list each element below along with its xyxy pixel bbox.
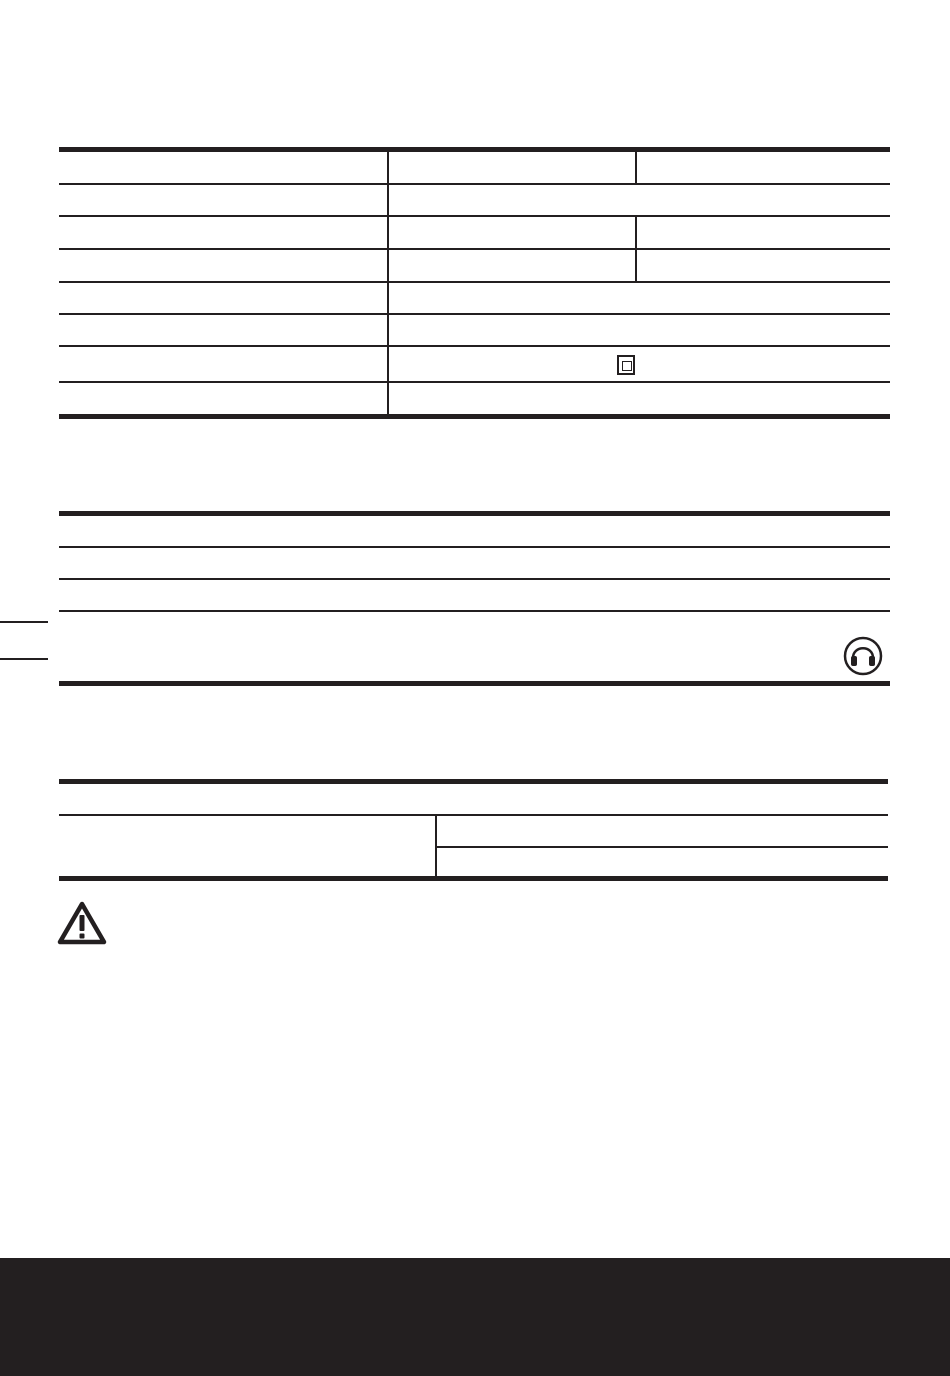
table1-row-divider <box>59 313 890 315</box>
table3-row-divider <box>59 814 888 816</box>
table1-value-divider <box>635 216 637 282</box>
table1-row-divider <box>59 345 890 347</box>
table1-top-rule <box>59 147 890 152</box>
table3-column-divider <box>435 815 437 879</box>
warning-icon <box>56 900 108 946</box>
table1-row-divider <box>59 281 890 283</box>
table2-row-divider <box>59 578 890 580</box>
margin-tab-mark <box>0 621 48 623</box>
footer-bar <box>0 1258 950 1376</box>
table3-bottom-rule <box>59 876 888 881</box>
table1-row-divider <box>59 183 890 185</box>
table2-row-divider <box>59 610 890 612</box>
table1-column-divider <box>387 150 389 418</box>
table2-top-rule <box>59 511 890 516</box>
table1-row-divider <box>59 381 890 383</box>
table2-bottom-rule <box>59 681 890 686</box>
table1-value-divider <box>635 150 637 184</box>
table3-top-rule <box>59 779 888 784</box>
table1-bottom-rule <box>59 414 890 419</box>
ear-protection-icon <box>843 636 883 676</box>
table3-row-divider <box>435 846 888 848</box>
table2-row-divider <box>59 546 890 548</box>
table1-row-divider <box>59 215 890 217</box>
margin-tab-mark <box>0 658 48 660</box>
table1-row-divider <box>59 248 890 250</box>
double-insulation-icon <box>617 355 635 375</box>
